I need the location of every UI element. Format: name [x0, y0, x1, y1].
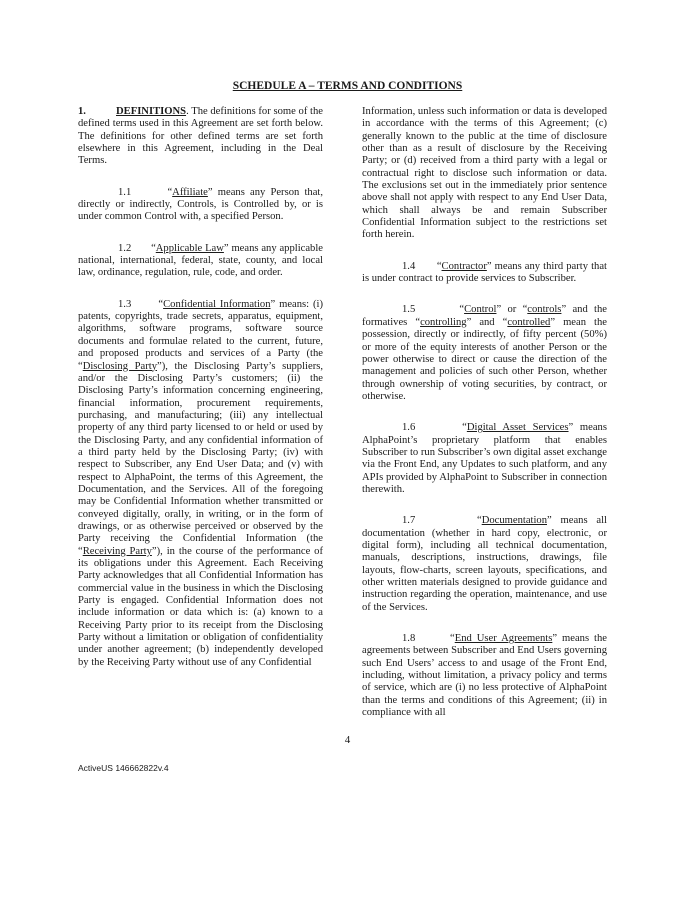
definition-affiliate: 1.1 “Affiliate” means any Person that, directly or indirectly, Controls, is Controlled by, or is under common Control with, a specified Person.: [78, 186, 323, 223]
section-1-definitions: 1. DEFINITIONS. The definitions for some of the defined terms used in this Agreement are set forth below. The definitions for other defined terms are set forth elsewhere in this Agreement, including in the Deal Terms.: [78, 106, 323, 167]
section-number: 1.: [78, 106, 86, 117]
defined-term-receiving-party: Receiving Party: [82, 545, 152, 557]
defined-term: Contractor: [441, 260, 487, 272]
defined-term: Affiliate: [172, 186, 208, 198]
defined-term: Applicable Law: [155, 242, 224, 254]
document-footer-id: ActiveUS 146662822v.4: [78, 763, 169, 773]
defined-term: End User Agreements: [454, 633, 553, 645]
defined-term: controlled: [507, 316, 551, 328]
right-column: [362, 106, 607, 738]
schedule-title: SCHEDULE A – TERMS AND CONDITIONS: [232, 80, 463, 92]
definition-digital-asset-services: 1.6 “Digital Asset Services” means AlphaPoint’s proprietary platform that enables Subscriber to run Subscriber’s own digital asset exchange via the Front End, any Updates to such platform, and any APIs provided by AlphaPoint to Subscriber in connection therewith.: [362, 422, 607, 495]
section-heading: DEFINITIONS: [116, 106, 187, 117]
definition-documentation: 1.7 “Documentation” means all documentation (whether in hard copy, electronic, or digital form), including all technical documentation, manuals, descriptions, instructions, drawings, file layouts, flow-charts, screen layouts, specifications, and other written materials designed to provide guidance and instruction regarding the operation, maintenance, and use of the Services.: [362, 515, 607, 613]
left-column: [78, 106, 323, 688]
definition-applicable-law: 1.2 “Applicable Law” means any applicable national, international, federal, state, county, and local law, ordinance, regulation, rule, code, and order.: [78, 242, 323, 279]
definition-confidential-information-cont: Information, unless such information or data is developed in accordance with the terms of this Agreement; (c) generally known to the public at the time of disclosure other than as a result of disclosure by the Receiving Party; or (d) received from a third party with a legal or contractual right to disclose such information or data. The exclusions set out in the immediately prior sentence above shall not apply with respect to any End User Data, which shall always be and remain Subscriber Confidential Information subject to the restrictions set forth herein.: [362, 106, 607, 241]
defined-term: controlling: [420, 316, 467, 328]
defined-term: Digital Asset Services: [466, 422, 569, 434]
defined-term: Documentation: [481, 515, 547, 527]
defined-term: controls: [527, 304, 562, 316]
definition-control: 1.5 “Control” or “controls” and the formatives “controlling” and “controlled” mean the possession, directly or indirectly, of fifty percent (50%) or more of the equity interests of another Person or the power otherwise to direct or cause the direction of the management and policies of such other Person, whether through ownership of voting securities, by contract, or otherwise.: [362, 304, 607, 402]
definition-contractor: 1.4 “Contractor” means any third party that is under contract to provide services to Subscriber.: [362, 260, 607, 285]
defined-term: Control: [464, 304, 497, 316]
page-number: 4: [344, 734, 351, 746]
defined-term: Confidential Information: [163, 298, 271, 310]
definition-end-user-agreements: 1.8 “End User Agreements” means the agreements between Subscriber and End Users governing such End Users’ access to and usage of the Front End, including, without limitation, a privacy policy and terms of service, which are (i) no less protective of AlphaPoint than the terms and conditions of this Agreement; (ii) in compliance with all: [362, 633, 607, 719]
definition-confidential-information: 1.3 “Confidential Information” means: (i) patents, copyrights, trade secrets, apparatus, equipment, algorithms, software programs, software source documents and formulae related to the current, future, and proposed products and services of a Party (the “Disclosing Party”), the Disclosing Party’s suppliers, and/or the Disclosing Party’s customers; (ii) the Disclosing Party’s information concerning engineering, financial information, procurement requirements, purchasing, and manufacturing; (iii) any intellectual property of any third party licensed to or held or used by the Disclosing Party, and any confidential information of a third party held by the Disclosing Party; (iv) with respect to Subscriber, any End User Data; and (v) with respect to AlphaPoint, the terms of this Agreement, the Documentation, and the Services. All of the foregoing may be Confidential Information whether transmitted or conveyed digitally, orally, in writing, or in the form of drawings, or as otherwise perceived or observed by the Party receiving the Confidential Information (the “Receiving Party”), in the course of the performance of its obligations under this Agreement. Each Receiving Party acknowledges that all Confidential Information has commercial value in the business in which the Disclosing Party is engaged. Confidential Information does not include information or data which is: (a) known to a Receiving Party prior to its receipt from the Disclosing Party without a limitation or obligation of confidentiality under another agreement; (b) independently developed by the Receiving Party without use of any Confidential: [78, 298, 323, 668]
defined-term-disclosing-party: Disclosing Party: [82, 360, 158, 372]
